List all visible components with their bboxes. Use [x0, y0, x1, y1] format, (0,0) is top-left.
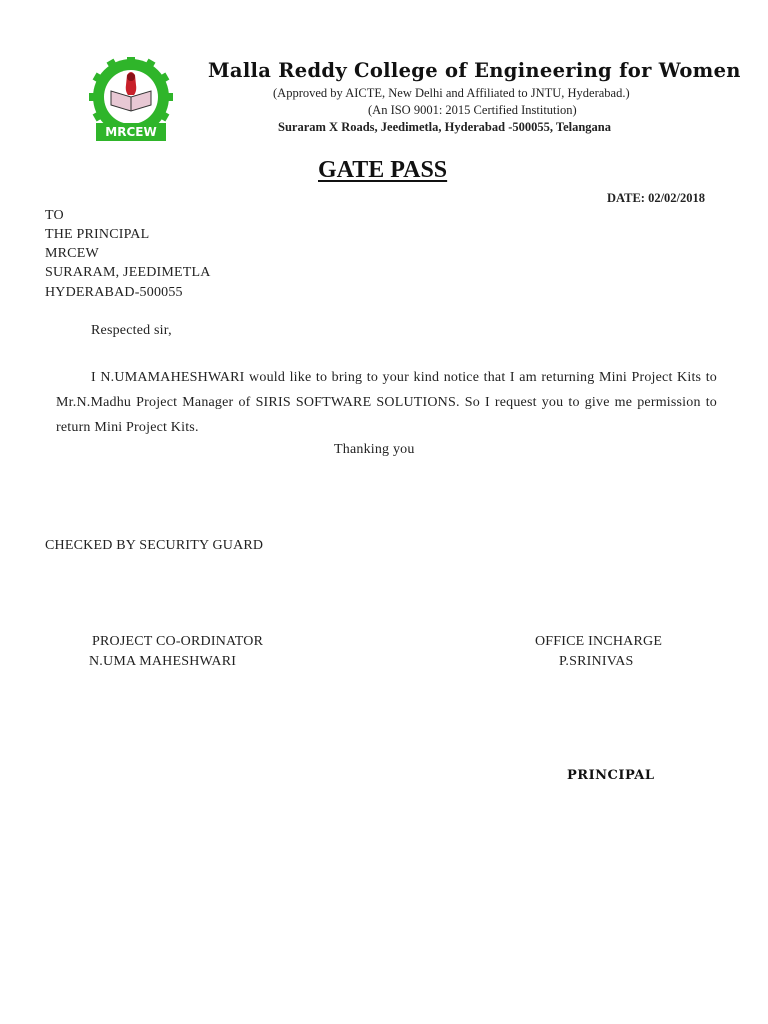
closing: Thanking you — [334, 442, 415, 457]
college-logo — [82, 57, 180, 143]
office-incharge-role: OFFICE INCHARGE — [535, 634, 663, 649]
recipient-line: THE PRINCIPAL — [45, 227, 150, 242]
recipient-line: MRCEW — [45, 246, 99, 261]
office-incharge-name: P.SRINIVAS — [559, 654, 634, 669]
document-date: DATE: 02/02/2018 — [607, 191, 706, 205]
project-coordinator-name: N.UMA MAHESHWARI — [89, 654, 237, 669]
college-name: Malla Reddy College of Engineering for Women — [208, 59, 741, 82]
recipient-line: TO — [45, 208, 64, 223]
college-address: Suraram X Roads, Jeedimetla, Hyderabad -500055, Telangana — [278, 120, 612, 134]
svg-text:MRCEW: MRCEW — [105, 125, 157, 139]
letter-body: I N.UMAMAHESHWARI would like to bring to your kind notice that I am returning Mini Project Kits to Mr.N.Madhu Project Manager of SIRIS SOFTWARE SOLUTIONS. So I request you to give me permission to return Mini Project Kits. — [56, 370, 717, 435]
checked-by-label: CHECKED BY SECURITY GUARD — [45, 538, 264, 553]
recipient-line: HYDERABAD-500055 — [45, 285, 183, 300]
salutation: Respected sir, — [91, 323, 172, 338]
document-title: GATE PASS — [318, 157, 448, 183]
approval-line: (Approved by AICTE, New Delhi and Affiliated to JNTU, Hyderabad.) — [273, 86, 630, 100]
project-coordinator-role: PROJECT CO-ORDINATOR — [92, 634, 264, 649]
college-emblem-icon — [82, 57, 180, 143]
recipient-line: SURARAM, JEEDIMETLA — [45, 265, 211, 280]
principal-signature-label: PRINCIPAL — [567, 768, 655, 783]
iso-certification-line: (An ISO 9001: 2015 Certified Institution) — [368, 103, 577, 117]
